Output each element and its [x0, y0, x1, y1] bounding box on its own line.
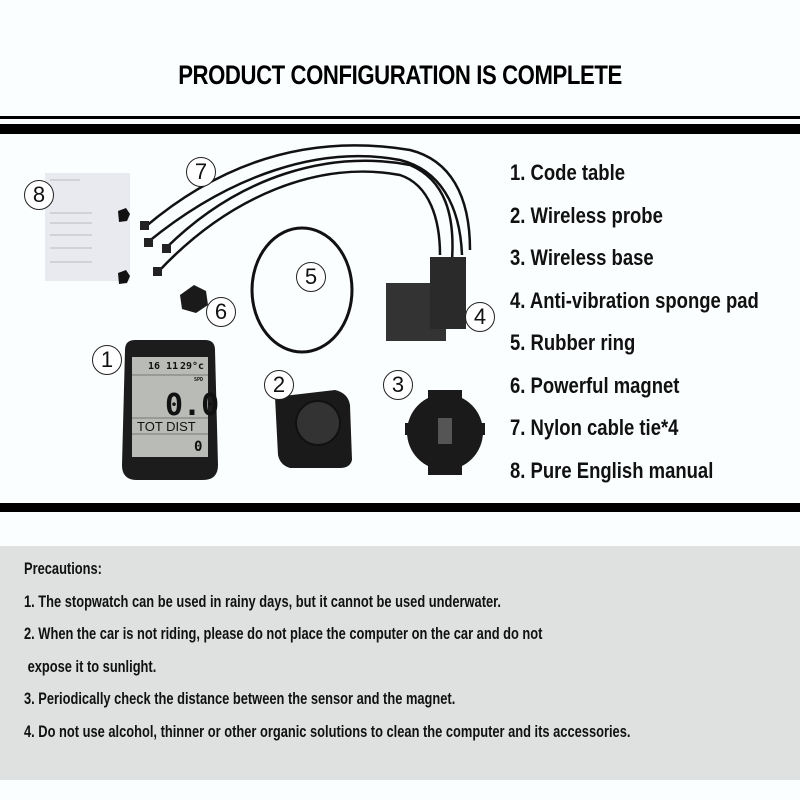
precaution-line: expose it to sunlight.	[24, 657, 157, 676]
svg-text:16 11: 16 11	[148, 361, 179, 372]
svg-text:0.0: 0.0	[165, 388, 220, 423]
precautions-text	[24, 556, 630, 751]
component-item: 3. Wireless base	[510, 245, 654, 270]
component-item: 4. Anti-vibration sponge pad	[510, 287, 759, 313]
component-item: 2. Wireless probe	[510, 202, 663, 228]
svg-text:SPD: SPD	[194, 377, 204, 383]
marker-1: 1	[92, 345, 122, 375]
precaution-line: 2. When the car is not riding, please do not place the computer on the car and do not	[24, 625, 543, 643]
precaution-line: 4. Do not use alcohol, thinner or other organic solutions to clean the computer and its accessories.	[24, 722, 631, 741]
marker-2: 2	[264, 370, 294, 400]
component-item: 1. Code table	[510, 160, 626, 185]
component-item: 5. Rubber ring	[510, 330, 636, 355]
divider	[0, 116, 800, 119]
marker-5: 5	[296, 262, 326, 292]
svg-text:0: 0	[194, 439, 203, 455]
component-item: 8. Pure English manual	[510, 457, 714, 483]
marker-8: 8	[24, 180, 54, 210]
magnet-image	[180, 285, 208, 313]
computer-image	[122, 340, 219, 480]
component-list	[510, 158, 800, 498]
svg-text:29°c: 29°c	[180, 361, 205, 372]
component-item: 6. Powerful magnet	[510, 372, 680, 398]
divider	[0, 503, 800, 512]
sponge-pad-image	[386, 257, 466, 341]
marker-3: 3	[383, 370, 413, 400]
wireless-probe-image	[275, 390, 352, 468]
svg-text:TOT DIST: TOT DIST	[137, 419, 196, 434]
precaution-line: 1. The stopwatch can be used in rainy days, but it cannot be used underwater.	[24, 592, 502, 611]
divider	[0, 124, 800, 134]
manual-image	[45, 173, 130, 284]
page-title: PRODUCT CONFIGURATION IS COMPLETE	[178, 60, 622, 90]
marker-4: 4	[465, 302, 495, 332]
precaution-line: 3. Periodically check the distance between the sensor and the magnet.	[24, 690, 456, 708]
component-item: 7. Nylon cable tie*4	[510, 415, 679, 440]
marker-6: 6	[206, 297, 236, 327]
product-illustration	[0, 135, 500, 500]
rubber-ring-image	[252, 228, 352, 352]
precautions-heading: Precautions:	[24, 560, 102, 578]
wireless-base-image	[405, 390, 485, 475]
marker-7: 7	[186, 157, 216, 187]
